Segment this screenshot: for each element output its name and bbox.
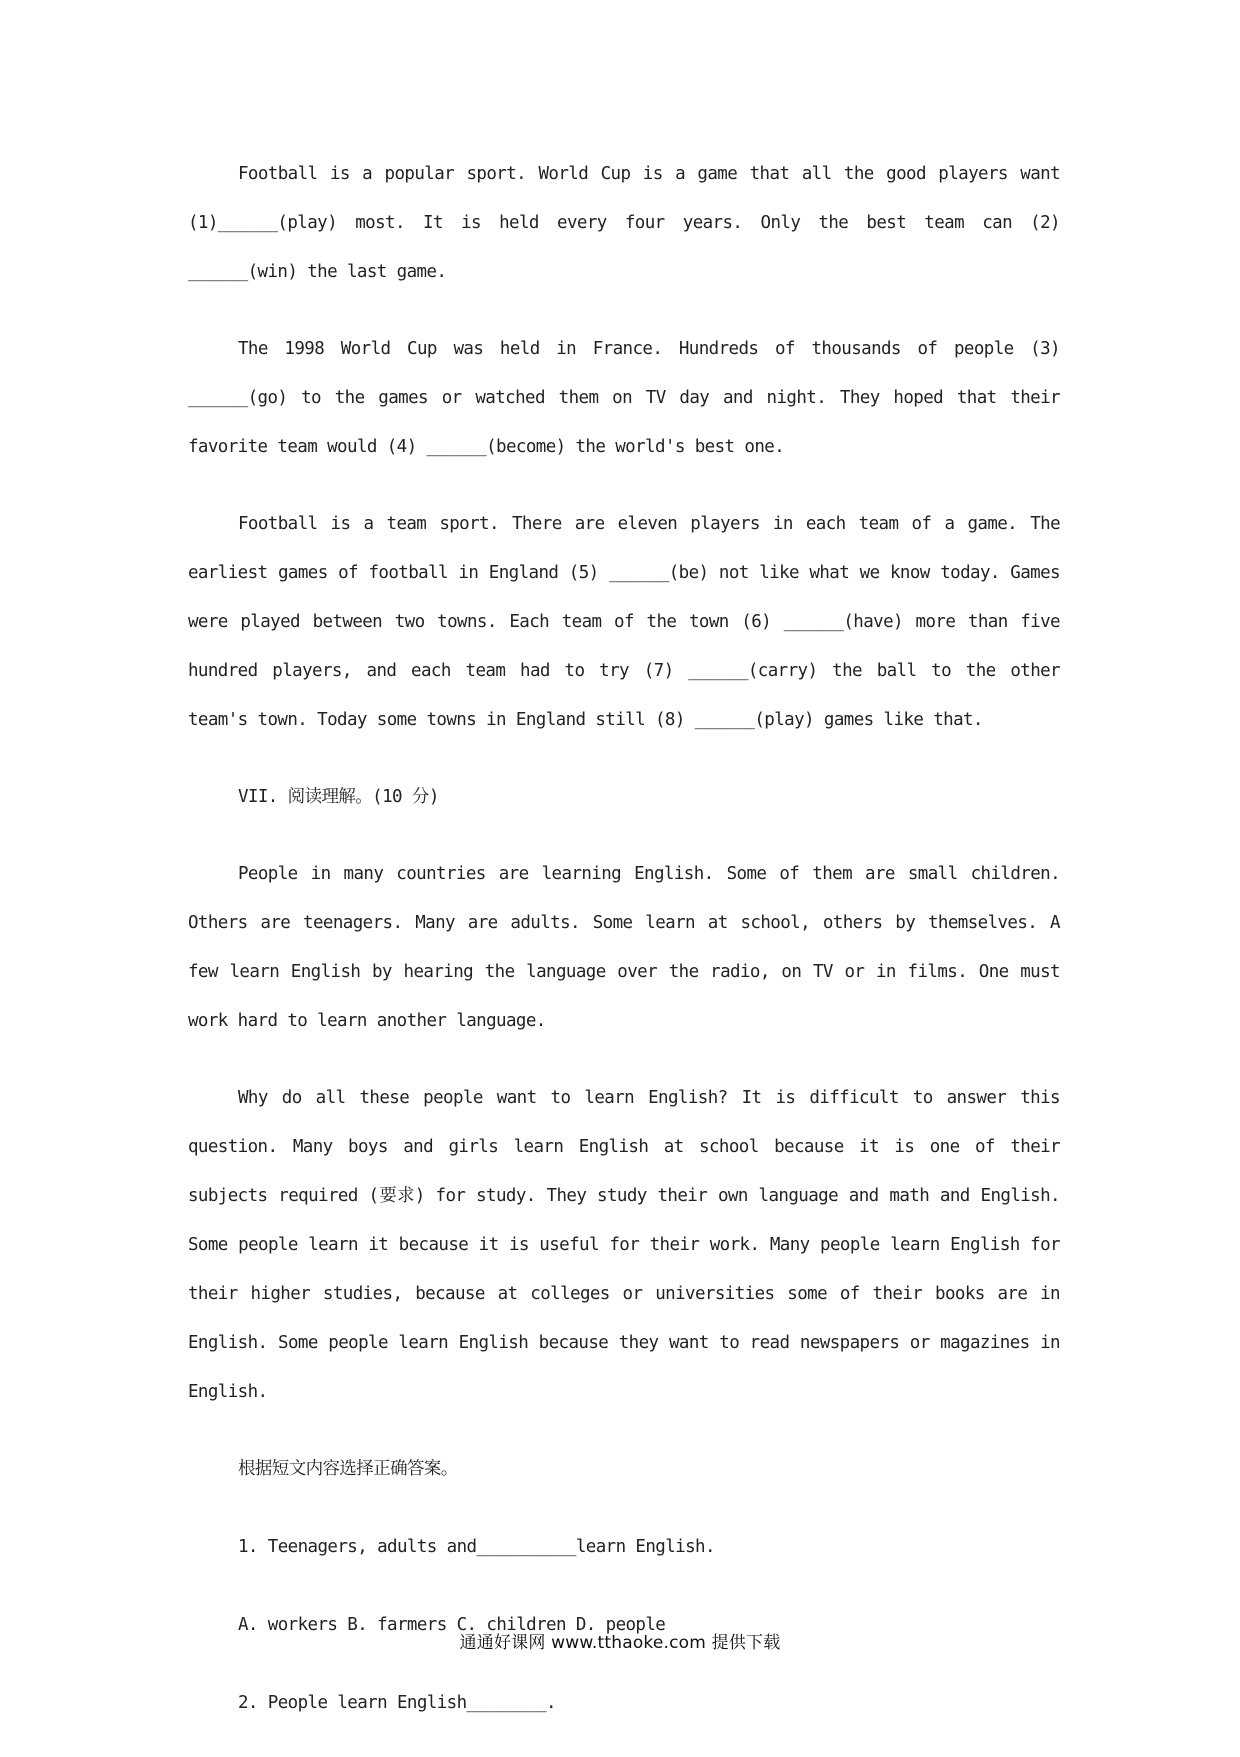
cloze-paragraph-3: Football is a team sport. There are eleven players in each team of a game. The earliest games of football in England (5) ______(be) not like what we know today. Games were played between two towns. Each team of the town (6) ______(have) more than five hundred players, and each team had to try (7) ______(carry) the ball to the other team's town. Today some towns in England still (8) ______(play) games like that.: [188, 514, 1060, 730]
instruction-text: 根据短文内容选择正确答案。: [238, 1459, 458, 1479]
question-1-options: A. workers B. farmers C. children D. people: [238, 1615, 666, 1635]
reading-paragraph-2: Why do all these people want to learn English? It is difficult to answer this question. Many boys and girls learn English at school because it is one of their subjects required (要求) for study. They study their own language and math and English. Some people learn it because it is useful for their work. Many people learn English for their higher studies, because at colleges or universities some of their books are in English. Some people learn English because they want to read newspapers or magazines in English.: [188, 1088, 1060, 1402]
cloze-paragraph-1: Football is a popular sport. World Cup is a game that all the good players want (1)______(play) most. It is held every four years. Only the best team can (2) ______(win) the last game.: [188, 164, 1060, 282]
cloze-paragraph-2: The 1998 World Cup was held in France. Hundreds of thousands of people (3) ______(go) to the games or watched them on TV day and night. They hoped that their favorite team would (4) ______(become) the world's best one.: [188, 339, 1060, 457]
question-1: 1. Teenagers, adults and__________learn English.: [238, 1537, 715, 1557]
document-content: [188, 150, 1060, 1757]
section-heading: VII. 阅读理解。(10 分): [238, 787, 439, 807]
reading-paragraph-1: People in many countries are learning English. Some of them are small children. Others are teenagers. Many are adults. Some learn at school, others by themselves. A few learn English by hearing the language over the radio, on TV or in films. One must work hard to learn another language.: [188, 864, 1060, 1031]
page-footer: 通通好课网 www.tthaoke.com 提供下载: [459, 1633, 781, 1653]
question-2: 2. People learn English________.: [238, 1693, 556, 1713]
